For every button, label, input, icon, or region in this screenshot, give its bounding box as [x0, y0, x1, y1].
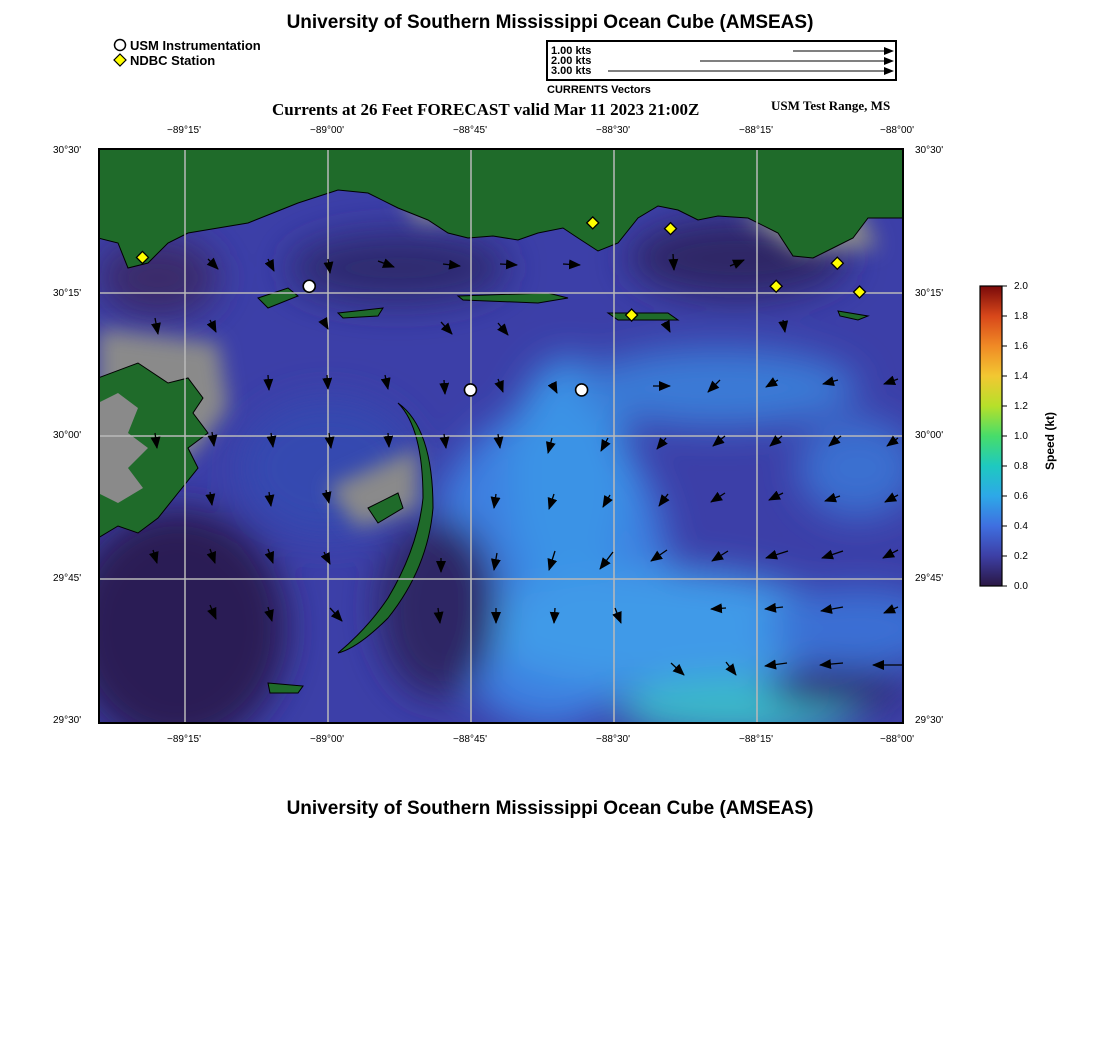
speed-colorbar: [978, 284, 1008, 588]
area-name: USM Test Range, MS: [771, 98, 891, 113]
footer-title: University of Southern Mississippi Ocean Cube (AMSEAS): [286, 798, 814, 819]
usm-instrument-symbol-icon: [115, 40, 126, 51]
lon-tick-top: −89°15': [167, 125, 201, 136]
vector-key-arrows: [548, 42, 895, 79]
lon-tick-bottom: −89°15': [167, 734, 201, 745]
lat-tick-left: 30°30': [53, 145, 82, 156]
colorbar-tick: 0.2: [1014, 551, 1028, 562]
lat-tick-right: 29°45': [915, 573, 944, 584]
usm-instrument-marker: [576, 384, 588, 396]
colorbar-tick: 0.4: [1014, 521, 1028, 532]
lon-tick-top: −89°00': [310, 125, 344, 136]
lon-tick-bottom: −88°15': [739, 734, 773, 745]
colorbar-tick: 0.0: [1014, 581, 1028, 592]
lat-tick-left: 30°15': [53, 288, 82, 299]
colorbar-tick: 1.8: [1014, 311, 1028, 322]
legend-usm-label: USM Instrumentation: [130, 38, 261, 53]
colorbar-tick: 1.6: [1014, 341, 1028, 352]
lon-tick-top: −88°30': [596, 125, 630, 136]
vector-key: [546, 40, 897, 81]
lon-tick-top: −88°15': [739, 125, 773, 136]
lon-tick-bottom: −88°45': [453, 734, 487, 745]
lat-tick-left: 30°00': [53, 430, 82, 441]
legend-ndbc-label: NDBC Station: [130, 53, 216, 68]
key-label-1kt: 1.00 kts: [551, 45, 592, 57]
lon-tick-bottom: −88°30': [596, 734, 630, 745]
current-speed-map: [98, 148, 904, 724]
usm-instrument-marker: [464, 384, 476, 396]
colorbar-tick: 1.0: [1014, 431, 1028, 442]
lon-tick-top: −88°45': [453, 125, 487, 136]
key-label-2kt: 2.00 kts: [551, 55, 592, 67]
lat-tick-right: 29°30': [915, 715, 944, 726]
map-subtitle: Currents at 26 Feet FORECAST valid Mar 11 2023 21:00Z: [272, 100, 700, 119]
lat-tick-right: 30°30': [915, 145, 944, 156]
lat-tick-right: 30°00': [915, 430, 944, 441]
vector-key-caption: CURRENTS Vectors: [547, 84, 651, 96]
figure-title: University of Southern Mississippi Ocean Cube (AMSEAS): [286, 12, 814, 33]
usm-instrument-marker: [303, 280, 315, 292]
ndbc-station-symbol-icon: [114, 54, 126, 66]
colorbar-tick: 2.0: [1014, 281, 1028, 292]
colorbar-label: Speed (kt): [1043, 411, 1057, 470]
barrier-island: [608, 313, 678, 320]
colorbar-tick: 1.2: [1014, 401, 1028, 412]
colorbar-tick: 0.8: [1014, 461, 1028, 472]
lat-tick-right: 30°15': [915, 288, 944, 299]
key-label-3kt: 3.00 kts: [551, 65, 592, 77]
lon-tick-top: −88°00': [880, 125, 914, 136]
lat-tick-left: 29°30': [53, 715, 82, 726]
colorbar-tick: 1.4: [1014, 371, 1028, 382]
colorbar-tick: 0.6: [1014, 491, 1028, 502]
lat-tick-left: 29°45': [53, 573, 82, 584]
lon-tick-bottom: −89°00': [310, 734, 344, 745]
lon-tick-bottom: −88°00': [880, 734, 914, 745]
legend-symbols: [112, 38, 128, 68]
